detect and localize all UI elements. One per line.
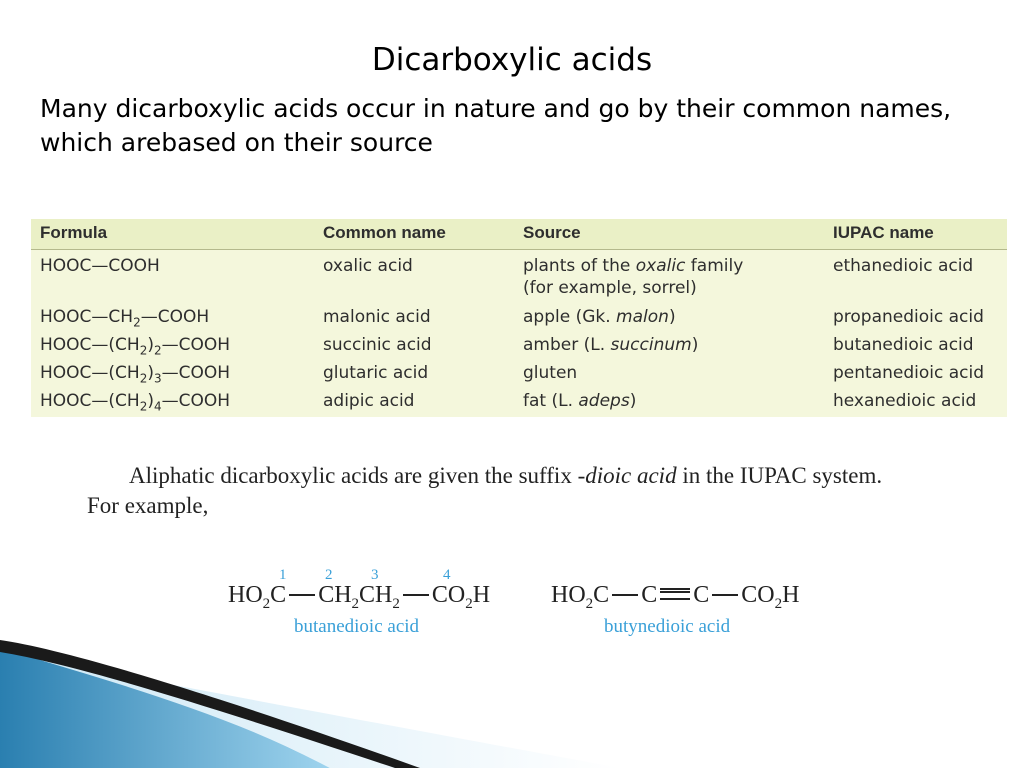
row-adipic-formula: $HOOC—(CH_2)_4—COOH$	[40, 391, 231, 414]
row-glutaric-source: gluten	[523, 363, 578, 383]
row-adipic-iupac: hexanedioic acid	[833, 391, 977, 411]
row-oxalic-source-line2: (for example, sorrel)	[523, 278, 697, 298]
row-malonic-iupac: propanedioic acid	[833, 307, 984, 327]
row-oxalic-formula: HOOC—COOH	[40, 256, 160, 276]
row-succinic-iupac: butanedioic acid	[833, 335, 974, 355]
note-line2: For example,	[87, 493, 209, 518]
slide-title: Dicarboxylic acids	[371, 42, 653, 78]
carbon-number-1: 1	[279, 567, 287, 583]
header-common-name: Common name	[323, 223, 446, 242]
row-succinic-formula: $HOOC—(CH_2)_2—COOH$	[40, 335, 231, 358]
row-succinic-common: succinic acid	[323, 335, 432, 355]
butanedioic-acid-caption: butanedioic acid	[294, 616, 420, 637]
row-adipic-common: adipic acid	[323, 391, 415, 411]
butanedioic-acid-formula: $HO_2C$ $CH_2CH_2$ $CO_2H$	[228, 582, 491, 612]
butynedioic-acid-caption: butynedioic acid	[604, 616, 731, 637]
row-oxalic-iupac: ethanedioic acid	[833, 256, 974, 276]
intro-text: Many dicarboxylic acids occur in nature and go by their common names, which arebased on their source	[40, 94, 952, 157]
row-oxalic-common: oxalic acid	[323, 256, 413, 276]
row-succinic-source: amber (L. succinum)	[523, 335, 699, 355]
carbon-number-4: 4	[443, 567, 451, 583]
header-iupac-name: IUPAC name	[833, 223, 934, 242]
iupac-suffix-note: Aliphatic dicarboxylic acids are given the suffix -dioic acid in the IUPAC system. For example,	[87, 463, 883, 518]
row-malonic-formula: $HOOC—CH_2—COOH$	[40, 307, 210, 330]
carbon-number-2: 2	[325, 567, 333, 583]
header-formula: Formula	[40, 223, 108, 242]
row-adipic-source: fat (L. adeps)	[523, 391, 637, 411]
row-malonic-common: malonic acid	[323, 307, 431, 327]
row-glutaric-iupac: pentanedioic acid	[833, 363, 985, 383]
row-malonic-source: apple (Gk. malon)	[523, 307, 676, 327]
butynedioic-acid-formula: $HO_2C$ C C $CO_2H$	[551, 582, 800, 612]
header-source: Source	[523, 223, 581, 242]
row-oxalic-source: plants of the oxalic family	[523, 256, 744, 276]
row-glutaric-formula: $HOOC—(CH_2)_3—COOH$	[40, 363, 231, 386]
row-glutaric-common: glutaric acid	[323, 363, 429, 383]
carbon-number-3: 3	[371, 567, 379, 583]
